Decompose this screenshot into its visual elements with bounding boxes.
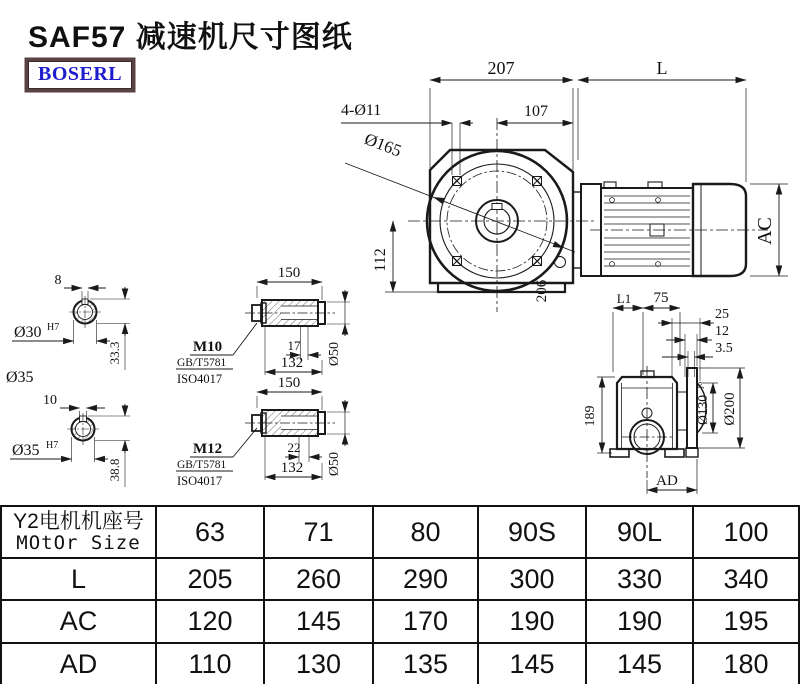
depth-a-label: 33.3	[107, 341, 122, 365]
outer-dia-label: Ø35	[6, 369, 34, 386]
side-view	[583, 290, 745, 494]
dim-AC-label: AC	[754, 217, 776, 245]
dim-75-label: 75	[653, 290, 669, 306]
motor-size-header	[1, 506, 156, 558]
dim-12-label: 12	[715, 324, 729, 339]
shaft-a-dim132: 132	[280, 355, 304, 371]
AC-71: 145	[264, 600, 373, 643]
shaft-a-length: 150	[277, 265, 301, 281]
dim-3-5-label: 3.5	[715, 341, 733, 356]
AC-90L: 190	[586, 600, 693, 643]
spigot-dia-label: Ø130	[695, 395, 710, 425]
AC-63: 120	[156, 600, 264, 643]
dim-25-label: 25	[715, 307, 729, 322]
shaft-section-a	[6, 273, 130, 386]
bore-b-label: Ø35	[12, 442, 40, 459]
depth-b-label: 38.8	[107, 458, 122, 482]
shaft-b-length: 150	[277, 375, 301, 391]
dim-AD-label: AD	[656, 473, 678, 489]
shaft-a-dia: Ø50	[327, 341, 342, 367]
shaft-b-thread: M12	[193, 441, 223, 457]
key-width-b-label: 10	[43, 393, 57, 408]
size-63: 63	[156, 506, 264, 558]
size-90S: 90S	[478, 506, 586, 558]
bore-a-tol: H7	[47, 322, 60, 333]
bolt-holes-label: 4-Ø11	[341, 102, 382, 119]
AC-100: 195	[693, 600, 799, 643]
page-title: SAF57 减速机尺寸图纸	[28, 21, 353, 54]
L-100: 340	[693, 558, 799, 600]
shaft-b-dim22: 22	[287, 440, 301, 455]
dim-L-label: L	[656, 58, 668, 78]
spec-table	[0, 505, 800, 684]
AD-71: 130	[264, 643, 373, 684]
AD-80: 135	[373, 643, 478, 684]
AD-100: 180	[693, 643, 799, 684]
shaft-b-dia: Ø50	[327, 451, 342, 477]
table-row-header	[1, 506, 799, 558]
AC-80: 170	[373, 600, 478, 643]
bore-b-tol: H7	[46, 440, 59, 451]
shaft-a-thread: M10	[193, 339, 223, 355]
L-90S: 300	[478, 558, 586, 600]
shaft-a-std-iso: ISO4017	[177, 372, 223, 386]
size-71: 71	[264, 506, 373, 558]
table-row-AD	[1, 643, 799, 684]
AC-90S: 190	[478, 600, 586, 643]
spigot-tol-label: j6	[694, 381, 704, 389]
key-width-a-label: 8	[54, 273, 62, 288]
row-L-label: L	[1, 558, 156, 600]
dim-L1-label: L1	[616, 291, 632, 306]
shaft-b-std-iso: ISO4017	[177, 474, 223, 488]
motor-size-header-en: MOtOr Size	[16, 532, 141, 555]
dim-107-label: 107	[524, 103, 548, 120]
shaft-a-std-gb: GB/T5781	[177, 357, 227, 369]
brand-logo: BOSERL	[28, 61, 132, 89]
shaft-a-dim17: 17	[287, 338, 301, 353]
row-AD-label: AD	[1, 643, 156, 684]
front-view	[341, 58, 788, 312]
size-80: 80	[373, 506, 478, 558]
L-63: 205	[156, 558, 264, 600]
shaft-section-b	[10, 393, 130, 487]
shaft-b-dim132: 132	[280, 460, 304, 476]
size-90L: 90L	[586, 506, 693, 558]
dim-206-label: 206	[534, 279, 550, 303]
L-71: 260	[264, 558, 373, 600]
dim-189-label: 189	[583, 405, 598, 427]
AD-63: 110	[156, 643, 264, 684]
size-100: 100	[693, 506, 799, 558]
L-80: 290	[373, 558, 478, 600]
dim-207-label: 207	[487, 58, 515, 78]
row-AC-label: AC	[1, 600, 156, 643]
L-90L: 330	[586, 558, 693, 600]
shaft-b-std-gb: GB/T5781	[177, 459, 227, 471]
motor-size-header-cn: Y2电机机座号	[13, 510, 144, 533]
flange-dia-label: Ø165	[361, 129, 405, 161]
AD-90S: 145	[478, 643, 586, 684]
table-row-AC	[1, 600, 799, 643]
bore-a-label: Ø30	[14, 324, 42, 341]
hollow-shaft-a	[176, 265, 350, 386]
hollow-shaft-b	[176, 375, 350, 488]
AD-90L: 145	[586, 643, 693, 684]
dim-112-label: 112	[372, 248, 389, 272]
table-row-L	[1, 558, 799, 600]
flange-dia200-label: Ø200	[722, 392, 738, 426]
